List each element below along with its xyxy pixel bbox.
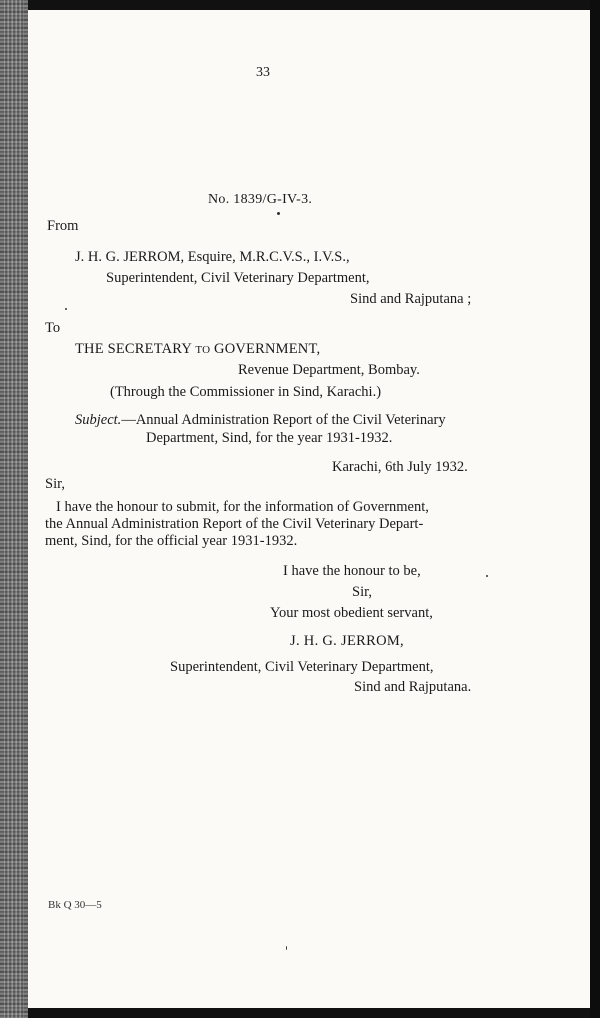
document-page — [28, 10, 590, 1008]
sender-region: Sind and Rajputana ; — [350, 291, 472, 307]
recipient-name-part2: TO — [195, 344, 211, 356]
salutation: Sir, — [45, 476, 65, 492]
signature-title: Superintendent, Civil Veterinary Department, — [170, 659, 434, 675]
book-binding-edge — [0, 0, 28, 1018]
page-number: 33 — [256, 65, 270, 80]
page-right-edge — [590, 0, 600, 1018]
body-line-3: ment, Sind, for the official year 1931-1932. — [45, 533, 298, 549]
sender-name: J. H. G. JERROM, Esquire, M.R.C.V.S., I.V.S., — [75, 249, 350, 265]
sender-title: Superintendent, Civil Veterinary Department, — [106, 270, 370, 286]
from-label: From — [47, 218, 79, 234]
to-label: To — [45, 320, 61, 336]
print-code: Bk Q 30—5 — [48, 899, 102, 911]
subject-text-1: —Annual Administration Report of the Civil Veterinary — [121, 412, 446, 428]
ink-speck — [65, 308, 67, 310]
letter-reference-number: No. 1839/G-IV-3. — [208, 192, 313, 207]
subject-line-1 — [75, 413, 446, 428]
body-line-2: the Annual Administration Report of the Civil Veterinary Depart- — [45, 516, 424, 532]
recipient-name — [75, 342, 320, 357]
letter-date: Karachi, 6th July 1932. — [332, 459, 468, 475]
ink-speck — [286, 946, 287, 950]
signature-region: Sind and Rajputana. — [354, 679, 472, 695]
body-line-1: I have the honour to submit, for the information of Government, — [56, 499, 429, 515]
subject-label: Subject. — [75, 412, 122, 428]
recipient-through-line: (Through the Commissioner in Sind, Karachi.) — [110, 384, 382, 400]
recipient-department: Revenue Department, Bombay. — [238, 362, 420, 378]
recipient-name-part3: GOVERNMENT, — [210, 341, 321, 357]
closing-line-3: Your most obedient servant, — [270, 605, 433, 621]
binding-texture — [4, 0, 24, 1018]
closing-line-2: Sir, — [352, 584, 372, 600]
subject-line-2: Department, Sind, for the year 1931-1932. — [146, 430, 393, 446]
closing-line-1: I have the honour to be, — [283, 563, 421, 579]
recipient-name-part1: THE SECRETARY — [75, 341, 196, 357]
ink-speck — [486, 575, 488, 577]
signature-name: J. H. G. JERROM, — [290, 633, 404, 649]
ink-speck — [277, 212, 280, 215]
